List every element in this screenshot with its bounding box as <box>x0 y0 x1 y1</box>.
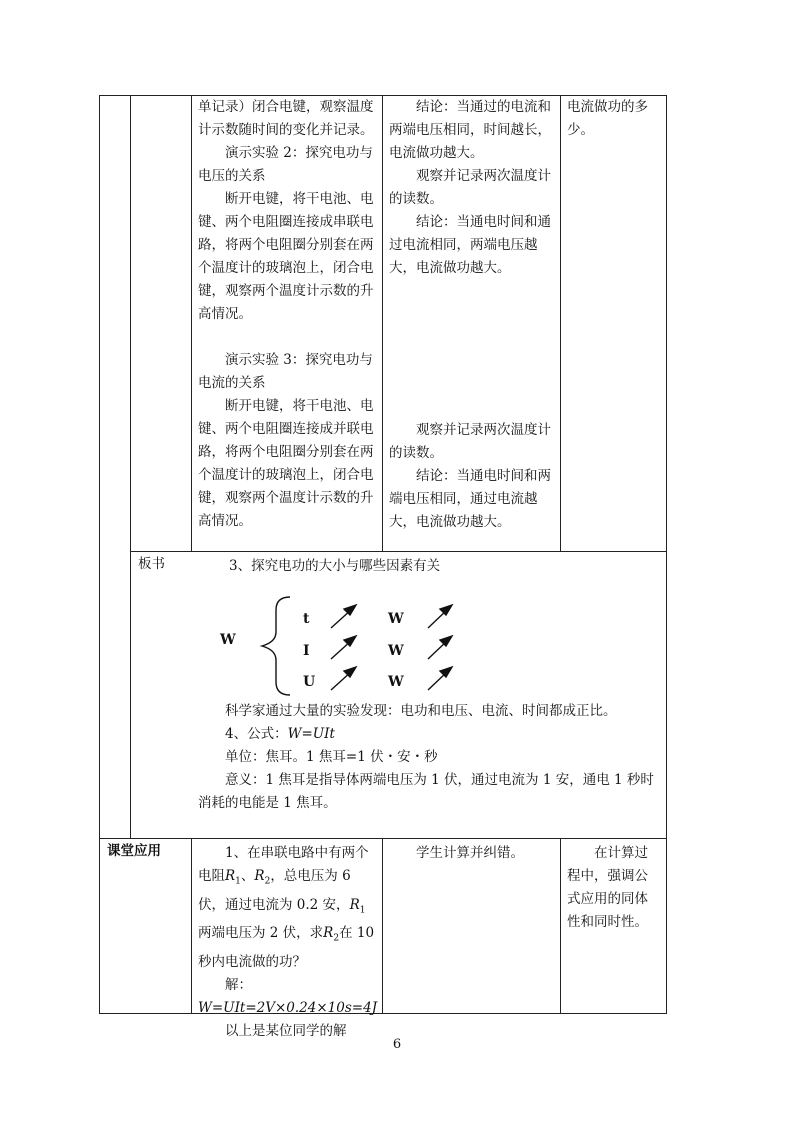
diagram-w-left: W <box>220 632 236 648</box>
board-text <box>198 700 660 815</box>
student-conclusion-1: 结论：当通过的电流和两端电压相同，时间越长，电流做功越大。 <box>389 99 551 161</box>
board-heading: 3、探究电功的大小与哪些因素有关 <box>229 558 441 574</box>
student-observe-2: 观察并记录两次温度计的读数。 <box>389 422 551 461</box>
diagram-result-w-2: W <box>388 643 404 659</box>
experiment-2-steps: 断开电键，将干电池、电键、两个电阻圈连接成串联电路，将两个电阻圈分别套在两个温度计的玻璃泡上，闭合电键，观察两个温度计示数的升高情况。 <box>198 191 374 322</box>
diagram-result-w-1: W <box>388 611 404 627</box>
application-intent-cell <box>567 842 661 934</box>
student-observe-1: 观察并记录两次温度计的读数。 <box>389 168 551 207</box>
diagram-factor-i: I <box>303 643 310 659</box>
application-label: 课堂应用 <box>107 843 161 859</box>
application-student: 学生计算并纠错。 <box>416 845 524 861</box>
diagram-result-w-3: W <box>388 674 404 690</box>
experiment-3-steps: 断开电键，将干电池、电键、两个电阻圈连接成并联电路，将两个电阻圈分别套在两个温度计的玻璃泡上，闭合电键，观察两个温度计示数的升高情况。 <box>198 398 374 529</box>
formula-text: W=UIt <box>287 726 335 742</box>
board-meaning: 意义：1 焦耳是指导体两端电压为 1 伏，通过电流为 1 安，通电 1 秒时消耗的电能是 1 焦耳。 <box>198 772 654 811</box>
application-intent: 在计算过程中，强调公式应用的同体性和同时性。 <box>567 845 648 930</box>
page-number: 6 <box>392 1037 402 1052</box>
student-conclusion-3: 结论：当通电时间和两端电压相同，通过电流越大，电流做功越大。 <box>389 468 551 530</box>
brace-icon <box>262 597 290 695</box>
application-problem-cell <box>198 842 376 1043</box>
application-problem: 1、在串联电路中有两个电阻$R_1$、$R_2$，总电压为 6 伏，通过电流为 0.2 安，$R_1$两端电压为 2 伏，求$R_2$在 10 秒内电流做的功？ <box>198 845 375 971</box>
board-unit: 单位：焦耳。1 焦耳=1 伏・安・秒 <box>225 749 438 765</box>
student-conclusion-2: 结论：当通电时间和通过电流相同，两端电压越大，电流做功越大。 <box>389 214 551 276</box>
design-intent-text: 电流做功的多少。 <box>567 99 648 138</box>
diagram-factor-u: U <box>303 674 316 690</box>
procedure-text-1: 单记录）闭合电键，观察温度计示数随时间的变化并记录。 <box>198 99 374 138</box>
application-solution: 解：W=UIt=2V×0.24×10s=4J <box>198 977 378 1017</box>
diagram-factor-t: t <box>303 611 310 627</box>
application-student-cell <box>389 842 554 865</box>
board-conclusion: 科学家通过大量的实验发现：电功和电压、电流、时间都成正比。 <box>225 703 617 719</box>
experiment-2-title: 演示实验 2：探究电功与电压的关系 <box>198 145 373 184</box>
application-note: 以上是某位同学的解 <box>225 1023 347 1040</box>
experiment-3-title: 演示实验 3：探究电功与电流的关系 <box>198 352 373 391</box>
board-label: 板书 <box>138 556 165 572</box>
board-formula: 4、公式：W=UIt <box>225 726 335 742</box>
